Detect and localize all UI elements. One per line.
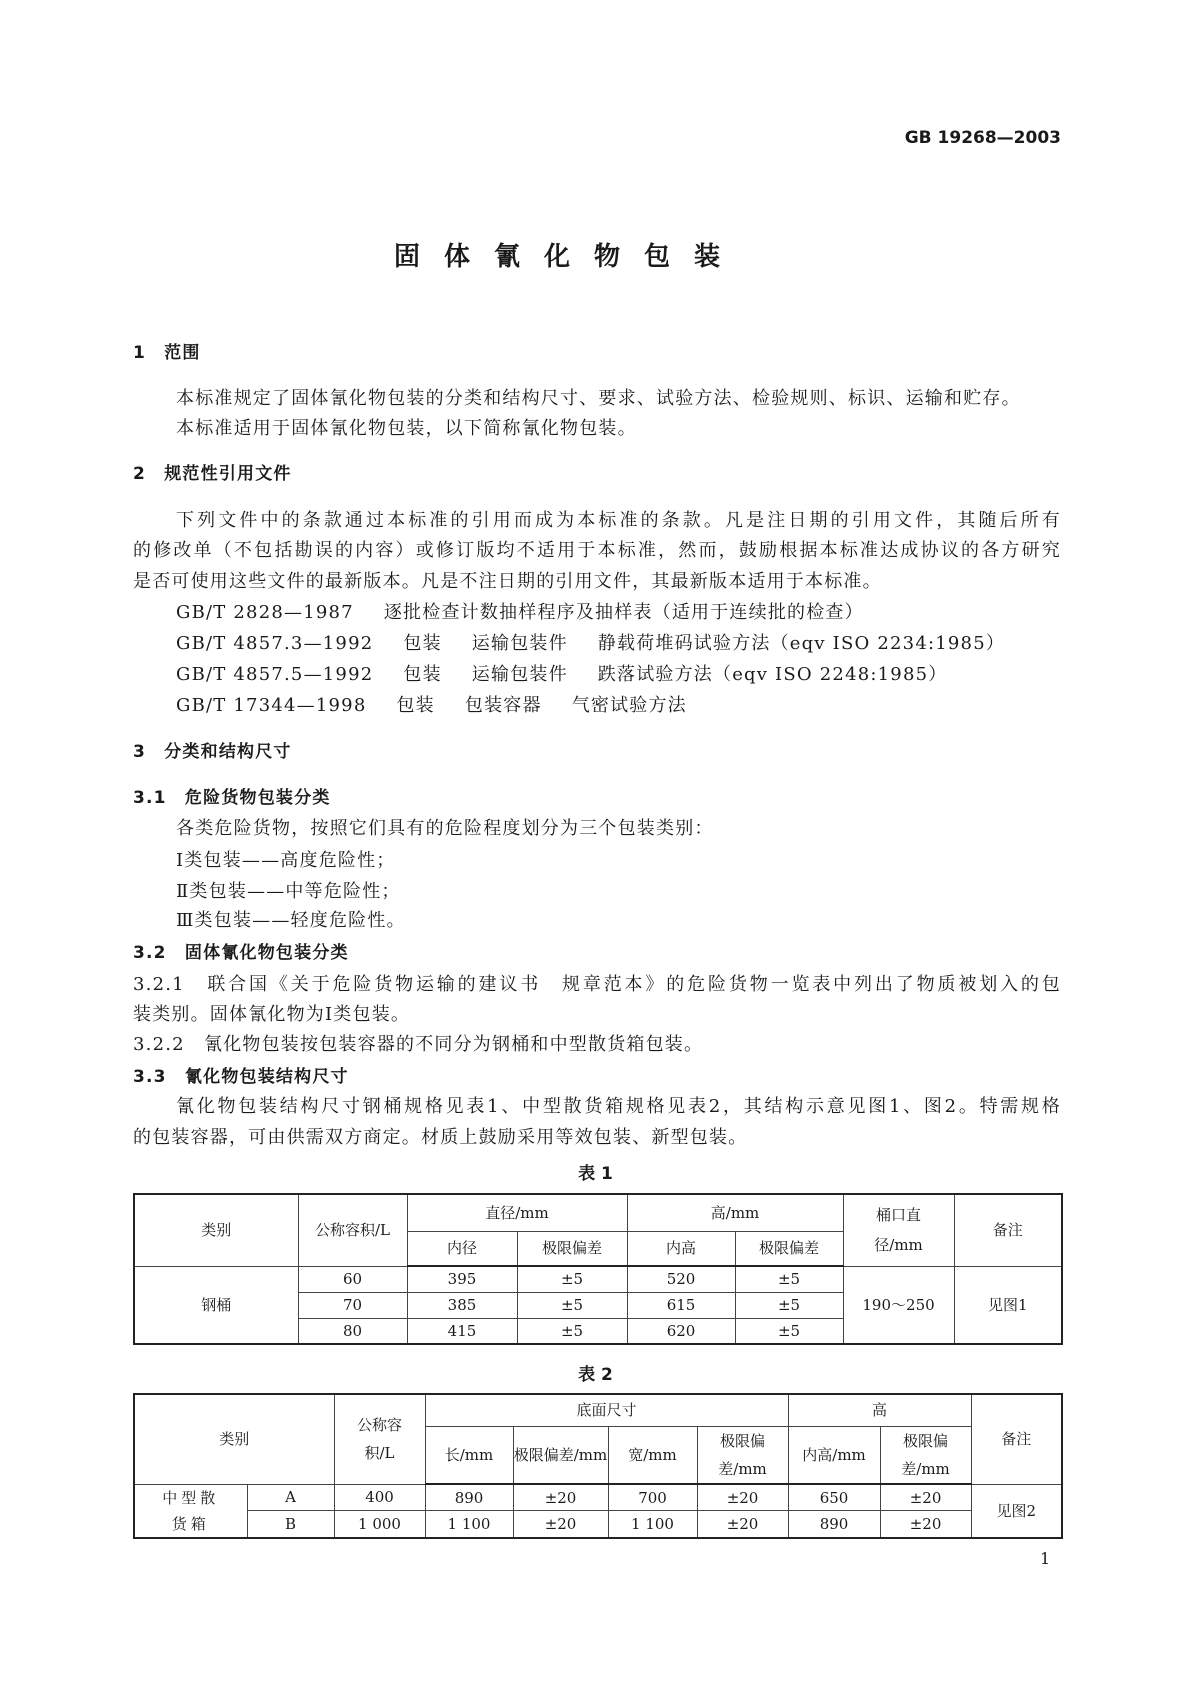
header-category: 类别 [134,1194,298,1266]
table-cell: 395 [407,1266,517,1292]
header-tolerance: 极限偏差 [517,1231,627,1266]
paragraph-line: 本标准适用于固体氰化物包装，以下简称氰化物包装。 [176,418,637,439]
ref-code: GB/T 4857.5—1992 [176,664,374,685]
paragraph-line: 的修改单（不包括勘误的内容）或修订版均不适用于本标准，然而，鼓励根据本标准达成协议的各方研究 [133,540,1061,561]
table-cell: 60 [298,1266,407,1292]
reference-item [176,602,894,624]
table-cell: 615 [627,1292,735,1318]
table-cell: 400 [334,1484,425,1511]
standard-number: GB 19268—2003 [904,128,1061,148]
header-note: 备注 [954,1194,1062,1266]
paragraph-line: Ⅲ类包装——轻度危险性。 [176,910,406,931]
section-3-2-heading: 3.2 固体氰化物包装分类 [133,943,349,963]
ref-code: GB/T 2828—1987 [176,602,354,623]
cell-category: 中型散货箱 [134,1484,247,1538]
table-cell: ±5 [517,1318,627,1344]
table-cell: ±20 [513,1511,608,1538]
header-length: 长/mm [425,1426,513,1484]
table-cell: B [247,1511,334,1538]
header-note: 备注 [971,1394,1062,1484]
header-tolerance: 极限偏差/mm [697,1426,788,1484]
table-cell: 415 [407,1318,517,1344]
ref-title: 静载荷堆码试验方法（eqv ISO 2234:1985） [597,633,1006,654]
paragraph-line: 的包装容器，可由供需双方商定。材质上鼓励采用等效包装、新型包装。 [133,1127,748,1148]
header-base-size: 底面尺寸 [425,1394,788,1426]
section-2-heading: 2 规范性引用文件 [133,464,292,484]
page-title: 固体氰化物包装 [394,242,745,272]
header-tolerance: 极限偏差 [735,1231,843,1266]
ref-title: 运输包装件 [471,633,568,654]
table-cell: 520 [627,1266,735,1292]
paragraph-line: 下列文件中的条款通过本标准的引用而成为本标准的条款。凡是注日期的引用文件，其随后所有 [176,510,1061,531]
table-cell: 890 [788,1511,880,1538]
paragraph-line: 3.2.2 氰化物包装按包装容器的不同分为钢桶和中型散货箱包装。 [133,1034,704,1055]
header-inner-height: 内高 [627,1231,735,1266]
table-cell: A [247,1484,334,1511]
section-1-heading: 1 范围 [133,343,201,363]
table-cell: 890 [425,1484,513,1511]
paragraph-line: Ⅱ类包装——中等危险性； [176,881,401,902]
ref-title: 运输包装件 [471,664,568,685]
header-tolerance: 极限偏差/mm [880,1426,971,1484]
table-cell: ±20 [880,1484,971,1511]
table-cell: ±5 [735,1266,843,1292]
table-2-caption: 表 2 [578,1365,613,1385]
header-tolerance: 极限偏差/mm [513,1426,608,1484]
section-3-1-heading: 3.1 危险货物包装分类 [133,788,331,808]
table-cell: 385 [407,1292,517,1318]
ref-title: 气密试验方法 [571,695,687,716]
header-category: 类别 [134,1394,334,1484]
table-cell: 1 100 [425,1511,513,1538]
section-3-3-heading: 3.3 氰化物包装结构尺寸 [133,1067,349,1087]
header-volume: 公称容积/L [334,1394,425,1484]
table-cell: 1 100 [608,1511,697,1538]
header-height: 高 [788,1394,971,1426]
reference-item [176,664,977,686]
paragraph-line: 3.2.1 联合国《关于危险货物运输的建议书 规章范本》的危险货物一览表中列出了物质被划入的包 [133,974,1061,995]
ref-title: 包装 [396,695,435,716]
header-width: 宽/mm [608,1426,697,1484]
table-row [134,1484,1062,1511]
table-1-caption: 表 1 [578,1164,613,1184]
page-number: 1 [1040,1549,1051,1568]
paragraph-line: 本标准规定了固体氰化物包装的分类和结构尺寸、要求、试验方法、检验规则、标识、运输和贮存。 [176,388,1021,409]
table-cell: ±20 [513,1484,608,1511]
table-cell: 70 [298,1292,407,1318]
reference-item [176,633,1035,655]
reference-item [176,695,717,717]
paragraph-line: 装类别。固体氰化物为Ⅰ类包装。 [133,1004,411,1025]
table-cell: ±5 [735,1292,843,1318]
header-volume: 公称容积/L [298,1194,407,1266]
ref-code: GB/T 17344—1998 [176,695,367,716]
cell-note: 见图1 [954,1266,1062,1344]
cell-category: 钢桶 [134,1266,298,1344]
header-mouth-diameter: 桶口直径/mm [843,1194,954,1266]
ref-title: 包装容器 [464,695,542,716]
ref-code: GB/T 4857.3—1992 [176,633,374,654]
paragraph-line: Ⅰ类包装——高度危险性； [176,850,396,871]
ref-title: 逐批检查计数抽样程序及抽样表（适用于连续批的检查） [383,602,864,623]
table-cell: ±20 [697,1511,788,1538]
table-cell: 620 [627,1318,735,1344]
ref-title: 包装 [403,633,442,654]
table-cell: ±5 [735,1318,843,1344]
table-cell: ±5 [517,1266,627,1292]
paragraph-line: 氰化物包装结构尺寸钢桶规格见表1、中型散货箱规格见表2，其结构示意见图1、图2。特需规格 [176,1096,1061,1117]
table-row [134,1511,1062,1538]
table-cell: ±5 [517,1292,627,1318]
table-cell: ±20 [697,1484,788,1511]
table-cell: 1 000 [334,1511,425,1538]
paragraph-line: 各类危险货物，按照它们具有的危险程度划分为三个包装类别： [176,818,714,839]
table-1 [133,1193,1063,1345]
table-cell: ±20 [880,1511,971,1538]
table-row [134,1266,1062,1292]
table-cell: 650 [788,1484,880,1511]
header-inner-diameter: 内径 [407,1231,517,1266]
section-3-heading: 3 分类和结构尺寸 [133,742,292,762]
ref-title: 包装 [403,664,442,685]
paragraph-line: 是否可使用这些文件的最新版本。凡是不注日期的引用文件，其最新版本适用于本标准。 [133,571,882,592]
cell-note: 见图2 [971,1484,1062,1538]
table-cell: 80 [298,1318,407,1344]
header-height: 高/mm [627,1194,843,1231]
table-cell: 700 [608,1484,697,1511]
table-2 [133,1393,1063,1539]
ref-title: 跌落试验方法（eqv ISO 2248:1985） [597,664,948,685]
cell-mouth-diameter: 190～250 [843,1266,954,1344]
header-inner-height: 内高/mm [788,1426,880,1484]
header-diameter: 直径/mm [407,1194,627,1231]
